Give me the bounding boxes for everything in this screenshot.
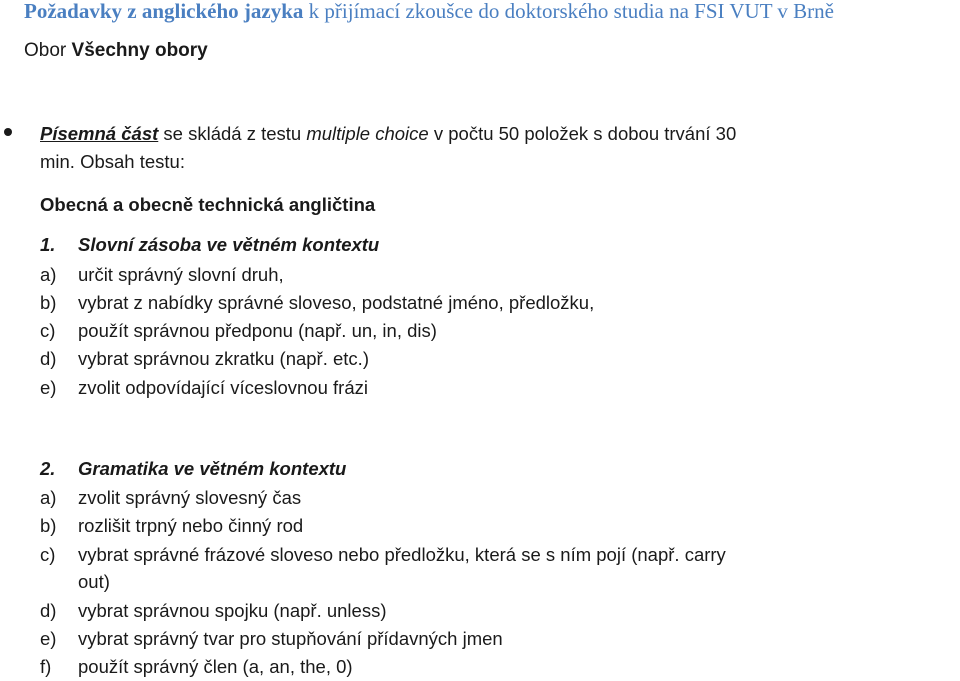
intro-line-2: min. Obsah testu: — [40, 151, 185, 172]
s2-label-f: f) — [40, 656, 52, 677]
s2-item-e: vybrat správný tvar pro stupňování přídavných jmen — [78, 628, 503, 649]
bullet-icon — [4, 128, 12, 136]
s1-label-c: c) — [40, 320, 56, 341]
s2-label-b: b) — [40, 515, 57, 536]
s1-label-e: e) — [40, 377, 57, 398]
obor-label: Obor — [24, 40, 72, 61]
s2-label-a: a) — [40, 487, 57, 508]
s1-item-d: vybrat správnou zkratku (např. etc.) — [78, 348, 369, 369]
s1-item-b: vybrat z nabídky správné sloveso, podstatné jméno, předložku, — [78, 292, 595, 313]
s1-item-a: určit správný slovní druh, — [78, 264, 284, 285]
title-bold: Požadavky z anglického jazyka — [24, 0, 304, 23]
intro-text-b: v počtu 50 položek s dobou trvání 30 — [428, 123, 737, 144]
section1-heading: Slovní zásoba ve větném kontextu — [78, 234, 380, 255]
s2-item-f: použít správný člen (a, an, the, 0) — [78, 656, 353, 677]
s1-label-d: d) — [40, 348, 57, 369]
s2-item-c: vybrat správné frázové sloveso nebo předložku, která se s ním pojí (např. carry — [78, 544, 726, 565]
obor-value: Všechny obory — [71, 40, 208, 61]
section2-heading-num: 2. — [40, 458, 56, 479]
s2-label-e: e) — [40, 628, 57, 649]
s1-label-b: b) — [40, 292, 57, 313]
title-rest: k přijímací zkoušce do doktorského studia na FSI VUT v Brně — [303, 0, 834, 23]
s2-label-c: c) — [40, 544, 56, 565]
s1-item-c: použít správnou předponu (např. un, in, dis) — [78, 320, 437, 341]
s2-item-a: zvolit správný slovesný čas — [78, 487, 302, 508]
intro-italic: multiple choice — [306, 123, 429, 144]
page-title — [24, 0, 834, 26]
section2-heading: Gramatika ve větném kontextu — [78, 458, 347, 479]
intro-text-a: se skládá z testu — [158, 123, 307, 144]
s2-item-c-cont: out) — [78, 571, 110, 592]
s1-item-e: zvolit odpovídající víceslovnou frázi — [78, 377, 368, 398]
s2-item-d: vybrat správnou spojku (např. unless) — [78, 600, 387, 621]
s1-label-a: a) — [40, 264, 57, 285]
s2-label-d: d) — [40, 600, 57, 621]
intro-line-1 — [40, 120, 736, 148]
obor-line — [24, 37, 208, 65]
section1-heading-num: 1. — [40, 234, 56, 255]
written-part-label: Písemná část — [40, 123, 159, 144]
section-title: Obecná a obecně technická angličtina — [40, 194, 376, 215]
s2-item-b: rozlišit trpný nebo činný rod — [78, 515, 304, 536]
